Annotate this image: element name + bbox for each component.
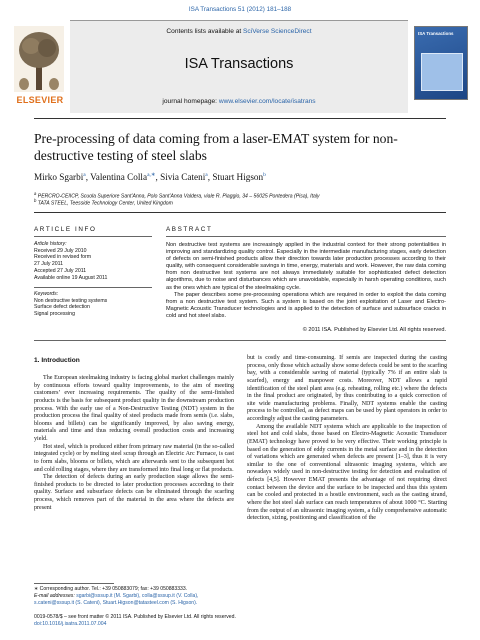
abstract-rule	[166, 236, 446, 237]
journal-citation[interactable]: ISA Transactions 51 (2012) 181–188	[188, 6, 292, 13]
history-entry: Available online 19 August 2011	[34, 274, 108, 281]
history-entry: 27 July 2011	[34, 261, 64, 268]
keywords-block	[34, 291, 154, 318]
affiliation-mark: a	[34, 191, 37, 196]
author-name: Mirko Sgarbi	[34, 172, 84, 183]
keyword: Surface defect detection	[34, 304, 90, 311]
article-info-rule	[34, 236, 152, 237]
sciencedirect-link[interactable]: SciVerse ScienceDirect	[243, 28, 312, 35]
email-links[interactable]: s.cateni@sssup.it (S. Cateni), Stuart.Higson@tatasteel.com (S. Higson).	[34, 600, 198, 606]
homepage-link[interactable]: www.elsevier.com/locate/isatrans	[218, 98, 316, 105]
keyword: Signal processing	[34, 311, 75, 318]
cover-art	[421, 53, 463, 91]
body-paragraph: Among the available NDT systems which are applicable to the inspection of steel hot and cold slabs, those based on Electro-Magnetic Acoustic Transducer (EMAT) technology have proved to be very effective. Their working principle is based on the generation of eddy currents in the metal surface and in the detection of variations which are generated when defects are present [1–3], thus it is very similar to the one of conventional ultrasonic imaging systems, which are nowadays widely used in non-destructive testing for detection and evaluation of defects [4,5]. However EMAT presents the advantage of not requiring direct contact between the device and the surface to be inspected and thus this system can be cooled and protected in a hostile environment, such as the casting strand, where the hot steel slab surface can reach temperatures of about 1000 °C. Starting from the output of an ultrasonic imaging system, a fully comprehensive automatic detection, sizing, positioning and classification of the	[247, 423, 447, 522]
abstract-paragraph: Non destructive test systems are increasingly applied in the industrial context for their strong potentialities in improving and standardizing quality control. Especially in the intermediate manufacturing stages, early detection of defects on semi-finished products allow their direction towards later production processes according to their quality, with consequent considerable savings in time, energy, materials and work. However, the raw data coming from non destructive test systems are not always immediately suitable for sophisticated defect detection algorithms, due to noise and disturbances which are unavoidable, especially in harsh operating conditions, such as the ones which are typical of the steelmaking cycle.	[166, 242, 446, 291]
contents-line	[70, 28, 408, 35]
history-entry: Accepted 27 July 2011	[34, 267, 87, 274]
body-column-left	[34, 375, 234, 512]
elsevier-tree-logo	[14, 26, 64, 106]
history-entry: Received 29 July 2010	[34, 247, 87, 254]
abstract-body	[166, 242, 446, 320]
abstract-paragraph: The paper describes some pre-processing operations which are required in order to exploit the data coming from a non destructive test system. Such a system is based on the joint exploitation of Laser and Electro-Magnetic Acoustic Transducer technologies and is applied to the detection of surface and subsurface cracks in cold and hot steel slabs.	[166, 291, 446, 319]
email-label: E-mail addresses:	[34, 593, 75, 599]
affiliation	[34, 198, 454, 207]
author-mark[interactable]: a,∗	[147, 172, 156, 178]
abstract-heading: ABSTRACT	[166, 226, 213, 233]
body-paragraph: The detection of defects during an early production stage allows the semi-finished products to be directed to later production processes according to their quality. Surface and subsurface defects can be eliminated through the scarfing process, which removes part of the material in the area where the defects are present	[34, 474, 234, 511]
cover-title: ISA Transactions	[418, 31, 454, 36]
homepage-line	[70, 98, 408, 105]
keywords-rule	[34, 287, 152, 288]
keywords-label: Keywords:	[34, 291, 59, 297]
affiliation-mark: b	[34, 198, 37, 203]
article-title: Pre-processing of data coming from a laser-EMAT system for non-destructive testing of steel slabs	[34, 131, 398, 163]
history-label: Article history:	[34, 241, 67, 247]
affiliation-text: PERCRO-CEIICP, Scuola Superiore Sant’Anna, Polo Sant’Anna Valdera, viale R. Piaggio, 34 – 56025 Pontedera (Pisa), Italy	[37, 193, 320, 200]
author-list: Mirko Sgarbi$^a$, Valentina Colla$^{a,∗}$, Sivia Cateni$^a$, Stuart Higson$^b$	[34, 172, 266, 183]
abstract-copyright: © 2011 ISA. Published by Elsevier Ltd. All rights reserved.	[302, 327, 446, 333]
journal-title: ISA Transactions	[184, 56, 294, 72]
contents-prefix: Contents lists available at	[166, 28, 244, 35]
history-entry: Received in revised form	[34, 254, 92, 261]
body-paragraph: Hot steel, which is produced either from primary raw material (in the so-called integrated cycle) or by melting steel scrap through an Electric Arc Furnace, is cast to form slabs, blooms or billets, which are afterwards sent to the subsequent hot and cold rolling stages, where they are transformed into final long or flat products.	[34, 443, 234, 473]
elsevier-logo: ELSEVIER	[16, 95, 64, 105]
section-rule	[34, 212, 446, 213]
body-paragraph: but is costly and time-consuming. If semis are inspected during the casting process, only those which actually show some defects could be sent to the scarfing bay, with a considerable saving of material (typically 7% if an entire slab is scarfed), energy and manpower costs. Moreover, NDT allows a rapid identification of the steel plant area (e.g. reheating, rolling etc.) where the defects in the final product are originated, by thus contributing to a quick correction of site wide manufacturing problems. Finally, NDT systems enable the casting process to be controlled, as defect maps can be used by plant operators in order to accordingly adjust the casting parameters.	[247, 355, 447, 422]
body-rule	[34, 340, 446, 341]
footnote-rule	[34, 583, 114, 584]
journal-cover-image	[414, 26, 468, 100]
author-name: Sivia Cateni	[160, 172, 206, 183]
article-history	[34, 241, 154, 281]
issn-line: 0019-0578/$ – see front matter © 2011 ISA. Published by Elsevier Ltd. All rights reserved.	[34, 614, 236, 620]
affiliation-text: TATA STEEL, Teesside Technology Center, United Kingdom	[37, 200, 173, 207]
introduction-heading: 1. Introduction	[34, 357, 80, 364]
keyword: Non destructive testing systems	[34, 297, 108, 304]
body-column-right	[247, 355, 447, 523]
homepage-prefix: journal homepage:	[162, 98, 219, 105]
author-name: Stuart Higson	[212, 172, 264, 183]
doi-link[interactable]: doi:10.1016/j.isatra.2011.07.004	[34, 621, 107, 627]
email-links[interactable]: sgarbi@sssup.it (M. Sgarbi), colla@sssup.it (V. Colla),	[76, 593, 199, 599]
author-mark[interactable]: a	[205, 172, 208, 178]
author-mark[interactable]: a	[83, 172, 86, 178]
author-name: Valentina Colla	[90, 172, 148, 183]
header-rule	[34, 118, 446, 119]
author-mark[interactable]: b	[263, 172, 266, 178]
article-info-heading: ARTICLE INFO	[34, 226, 97, 233]
corresponding-author-note: ∗ Corresponding author. Tel.: +39 050883079; fax: +39 050883333.	[34, 586, 188, 592]
body-paragraph: The European steelmaking industry is facing global market challenges mainly by continuous efforts toward quality improvements, to the aim of meeting customers’ ever increasing requirements. The quality of the semi-finished products is the basis for subsequent product quality in the downstream production process. With the early use of a Non-Destructive Testing (NDT) system in the production process the final quality of steel products made from semis (i.e. slabs, blooms and billets) can be significantly improved, by also saving energy, materials and time and thus reducing overall production costs and increasing yield.	[34, 375, 234, 442]
email-line	[34, 593, 254, 599]
